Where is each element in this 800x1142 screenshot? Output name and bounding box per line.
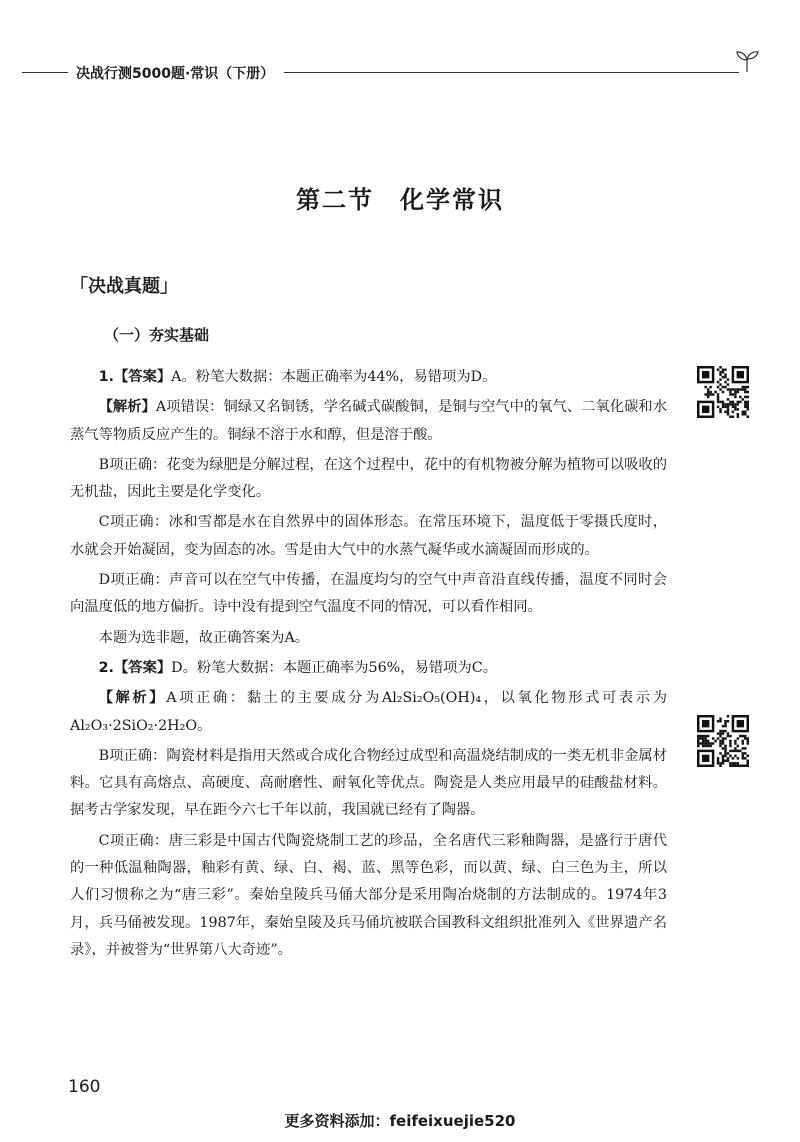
paragraph: 本题为选非题，故正确答案为A。 <box>98 629 310 646</box>
header-rule-left <box>22 72 68 73</box>
paragraph: 【解析】A项错误：铜绿又名铜锈，学名碱式碳酸铜，是铜与空气中的氧气、二氧化碳和水蒸气等物质反应产生的。铜绿不溶于水和醇，但是溶于酸。 <box>70 399 668 443</box>
paragraph: 1.【答案】A。粉笔大数据：本题正确率为44%，易错项为D。 <box>98 369 497 385</box>
paragraph: D项正确：声音可以在空气中传播，在温度均匀的空气中声音沿直线传播，温度不同时会向温度低的地方偏折。诗中没有提到空气温度不同的情况，可以看作相同。 <box>70 572 667 616</box>
paragraph: B项正确：花变为绿肥是分解过程，在这个过程中，花中的有机物被分解为植物可以吸收的无机盐，因此主要是化学变化。 <box>70 456 667 501</box>
page-number: 160 <box>68 1077 101 1097</box>
header-rule-right <box>284 72 739 73</box>
analysis-tag: 【解析】 <box>98 690 167 707</box>
paragraph: B项正确：陶瓷材料是指用天然或合成化合物经过成型和高温烧结制成的一类无机非金属材料。它具有高熔点、高硬度、高耐磨性、耐氧化等优点。陶瓷是人类应用最早的硅酸盐材料。据考古学家发现，早在距今六七千年以前，我国就已经有了陶器。 <box>70 747 667 819</box>
answer-tag: 1.【答案】 <box>98 369 172 385</box>
subhead: 「决战真题」 <box>70 276 178 297</box>
paragraph: C项正确：唐三彩是中国古代陶瓷烧制工艺的珍品，全名唐代三彩釉陶器，是盛行于唐代的一种低温釉陶器，釉彩有黄、绿、白、褐、蓝、黑等色彩，而以黄、绿、白三色为主，所以人们习惯称之为“唐三彩”。秦始皇陵兵马俑大部分是采用陶冶烧制的方法制成的。1974年3月，兵马俑被发现。1987年，秦始皇陵及兵马俑坑被联合国教科文组织批准列入《世界遗产名录》，并被誉为“世界第八大奇迹”。 <box>70 832 667 958</box>
answer-tag: 2.【答案】 <box>98 659 172 676</box>
sprout-icon <box>734 48 760 74</box>
section-title: 第二节 化学常识 <box>296 186 504 214</box>
paragraph: 【解析】A项正确：黏土的主要成分为Al₂Si₂O₅(OH)₄，以氧化物形式可表示为Al₂O₃·2SiO₂·2H₂O。 <box>70 690 668 734</box>
header-title: 决战行测5000题·常识（下册） <box>76 66 275 82</box>
footer-note: 更多资料添加：feifeixuejie520 <box>284 1112 516 1130</box>
paragraph: 2.【答案】D。粉笔大数据：本题正确率为56%，易错项为C。 <box>98 659 497 676</box>
subsection-title: （一）夯实基础 <box>104 326 210 344</box>
body-text <box>70 364 667 967</box>
analysis-tag: 【解析】 <box>98 399 156 416</box>
qr-code-icon[interactable] <box>697 715 749 767</box>
paragraph: C项正确：冰和雪都是水在自然界中的固体形态。在常压环境下，温度低于零摄氏度时，水就会开始凝固，变为固态的冰。雪是由大气中的水蒸气凝华或水滴凝固而形成的。 <box>70 514 667 558</box>
running-header <box>22 62 757 82</box>
qr-code-icon[interactable] <box>697 366 749 418</box>
